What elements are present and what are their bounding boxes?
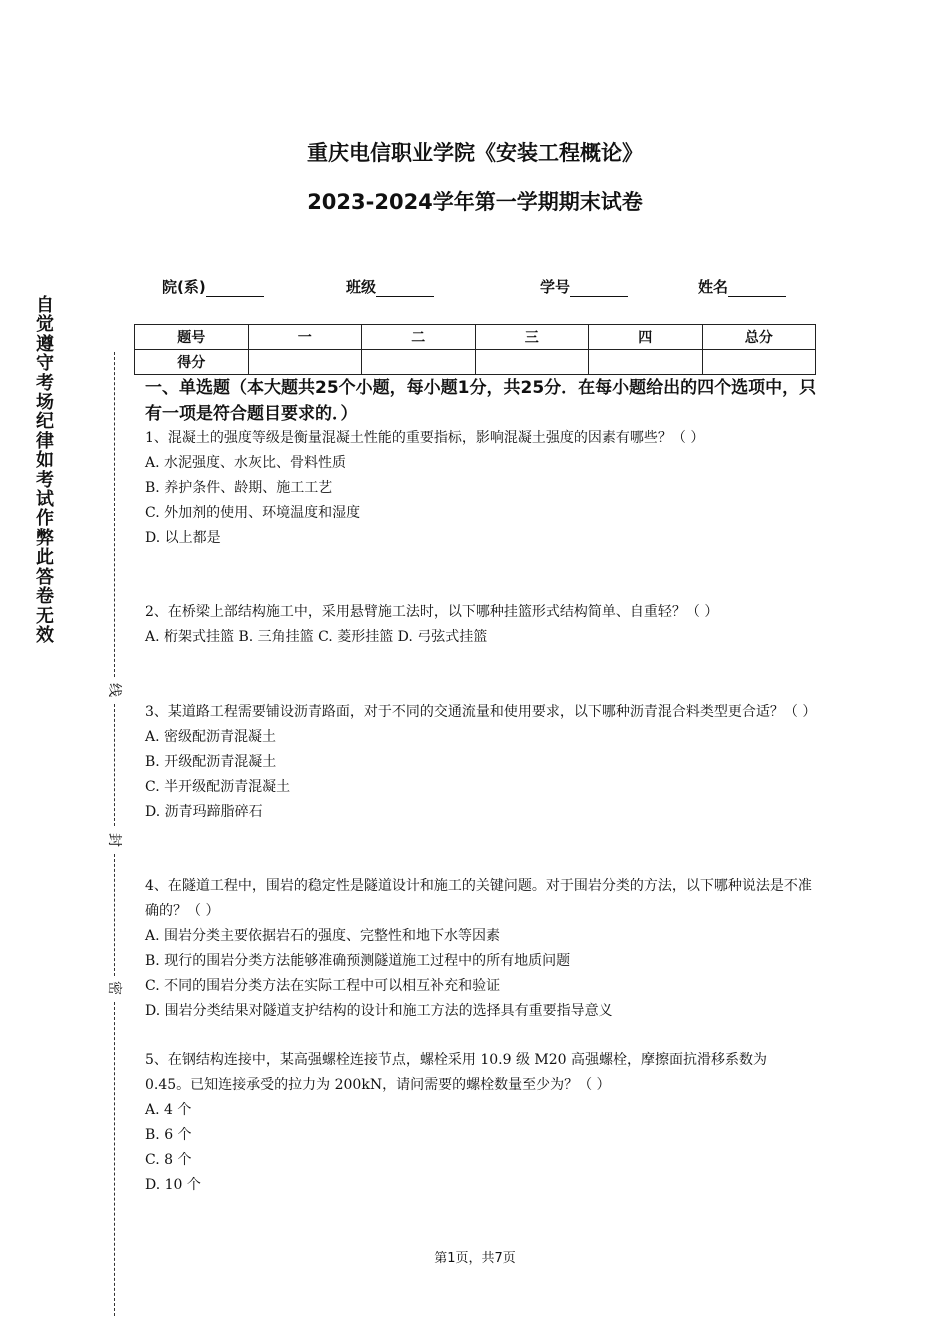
score-cell: 题号	[135, 325, 249, 350]
department-blank	[206, 280, 264, 297]
option-c: C. 外加剂的使用、环境温度和湿度	[145, 505, 361, 521]
class-label: 班级	[346, 278, 377, 296]
option-c: C. 不同的围岩分类方法在实际工程中可以相互补充和验证	[145, 978, 501, 994]
section-heading: 一、单选题（本大题共25个小题，每小题1分，共25分．在每小题给出的四个选项中，只有一项是符合题目要求的．）	[145, 378, 817, 424]
score-table-header-row	[135, 325, 816, 350]
question-stem: 4、在隧道工程中，围岩的稳定性是隧道设计和施工的关键问题。对于围岩分类的方法，以下哪种说法是不准确的？（ ）	[145, 878, 812, 919]
question-stem: 2、在桥梁上部结构施工中，采用悬臂施工法时，以下哪种挂篮形式结构简单、自重轻？（ ）	[145, 604, 719, 620]
option-c: C. 8 个	[145, 1152, 192, 1168]
binding-line-dash	[114, 352, 115, 677]
seal-mark-seal: 封	[105, 831, 125, 849]
name-blank	[728, 280, 786, 297]
options-inline: A. 桁架式挂篮 B. 三角挂篮 C. 菱形挂篮 D. 弓弦式挂篮	[145, 629, 488, 645]
student-id-label: 学号	[540, 278, 571, 296]
score-table	[134, 324, 816, 375]
option-b: B. 现行的围岩分类方法能够准确预测隧道施工过程中的所有地质问题	[145, 953, 571, 969]
student-id-blank	[570, 280, 628, 297]
seal-mark-secret: 密	[105, 979, 125, 997]
option-a: A. 4 个	[145, 1102, 192, 1118]
option-c: C. 半开级配沥青混凝土	[145, 779, 291, 795]
score-cell: 总分	[702, 325, 816, 350]
question-stem: 3、某道路工程需要铺设沥青路面，对于不同的交通流量和使用要求，以下哪种沥青混合料类型更合适？（ ）	[145, 704, 817, 720]
option-a: A. 围岩分类主要依据岩石的强度、完整性和地下水等因素	[145, 928, 501, 944]
option-d: D. 围岩分类结果对隧道支护结构的设计和施工方法的选择具有重要指导意义	[145, 1003, 613, 1019]
score-blank-cell	[362, 350, 476, 375]
score-cell: 二	[362, 325, 476, 350]
seal-mark-line: 线	[105, 681, 125, 699]
side-notice: 自觉遵守考场纪律如考试作弊此答卷无效	[36, 295, 54, 646]
score-table-score-row	[135, 350, 816, 375]
question-5	[145, 1048, 815, 1198]
option-b: B. 养护条件、龄期、施工工艺	[145, 480, 333, 496]
question-2	[145, 600, 815, 650]
score-blank-cell	[475, 350, 589, 375]
class-field	[346, 276, 434, 297]
student-id-field	[540, 276, 628, 297]
exam-title-line1: 重庆电信职业学院《安装工程概论》	[307, 141, 643, 165]
score-blank-cell	[702, 350, 816, 375]
score-blank-cell	[248, 350, 362, 375]
score-cell: 一	[248, 325, 362, 350]
name-label: 姓名	[698, 278, 729, 296]
binding-line-dash	[114, 704, 115, 826]
department-field	[162, 276, 264, 297]
option-b: B. 6 个	[145, 1127, 192, 1143]
binding-line-dash	[114, 854, 115, 976]
class-blank	[376, 280, 434, 297]
question-4	[145, 874, 815, 1024]
question-3	[145, 700, 815, 825]
option-d: D. 沥青玛蹄脂碎石	[145, 804, 263, 820]
score-cell: 四	[589, 325, 703, 350]
option-b: B. 开级配沥青混凝土	[145, 754, 277, 770]
page-footer: 第1页，共7页	[434, 1251, 516, 1266]
option-d: D. 以上都是	[145, 530, 221, 546]
question-stem: 5、在钢结构连接中，某高强螺栓连接节点，螺栓采用 10.9 级 M20 高强螺栓，摩擦面抗滑移系数为 0.45。已知连接承受的拉力为 200kN，请问需要的螺栓数量至少为？（ ）	[145, 1052, 768, 1093]
option-a: A. 密级配沥青混凝土	[145, 729, 277, 745]
exam-title-line2: 2023-2024学年第一学期期末试卷	[307, 190, 643, 214]
option-a: A. 水泥强度、水灰比、骨料性质	[145, 455, 347, 471]
score-cell: 三	[475, 325, 589, 350]
department-label: 院(系)	[162, 278, 206, 296]
name-field	[698, 276, 786, 297]
question-stem: 1、混凝土的强度等级是衡量混凝土性能的重要指标，影响混凝土强度的因素有哪些？（ ）	[145, 430, 705, 446]
score-blank-cell	[589, 350, 703, 375]
option-d: D. 10 个	[145, 1177, 201, 1193]
score-cell: 得分	[135, 350, 249, 375]
question-1	[145, 426, 815, 551]
binding-line-dash	[114, 1002, 115, 1316]
